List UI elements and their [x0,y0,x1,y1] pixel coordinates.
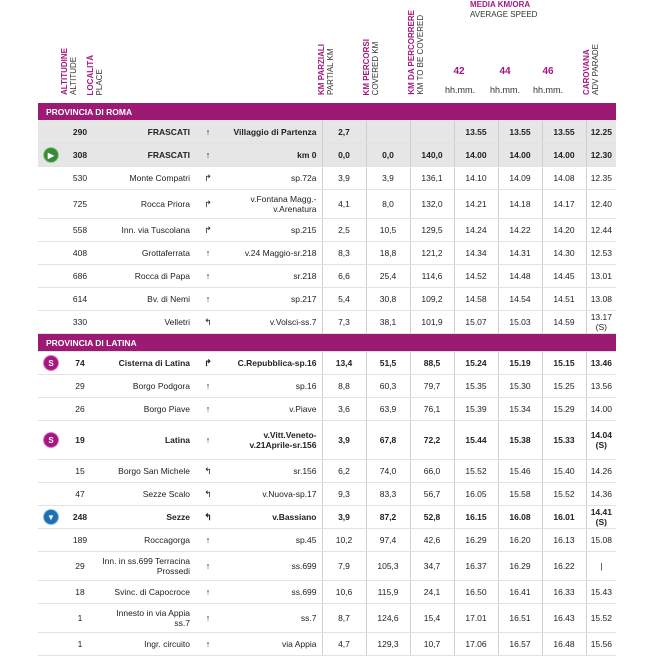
badge-cell [38,167,64,190]
badge-cell [38,375,64,398]
place-cell: Svinc. di Capocroce [96,581,196,604]
place-cell: Grottaferrata [96,242,196,265]
table-row [38,483,616,506]
place-cell: Inn. in ss.699 Terracina Prossedi [96,552,196,581]
adv-parade-cell: 14.36 [586,483,616,506]
time-42-cell: 14.34 [454,242,498,265]
km-to-cover-cell: 109,2 [410,288,454,311]
km-to-cover-cell: 66,0 [410,460,454,483]
direction-icon: ↱ [196,167,220,190]
time-44-cell: 16.08 [498,506,542,529]
partial-km-cell: 6,6 [322,265,366,288]
covered-km-cell: 74,0 [366,460,410,483]
covered-km-cell: 124,6 [366,604,410,633]
partial-km-cell: 8,7 [322,604,366,633]
partial-km-cell: 8,3 [322,242,366,265]
province-header-row [38,334,616,352]
time-42-cell: 14.24 [454,219,498,242]
place-cell: Rocca di Papa [96,265,196,288]
time-42-cell: 16.29 [454,529,498,552]
time-46-cell: 14.00 [542,144,586,167]
time-42-cell: 17.01 [454,604,498,633]
partial-km-cell: 2,7 [322,121,366,144]
altitude-cell: 308 [64,144,96,167]
table-row [38,144,616,167]
partial-km-cell: 7,9 [322,552,366,581]
place-cell: Innesto in via Appia ss.7 [96,604,196,633]
speed-46-label: 46 [542,66,554,77]
altitude-cell: 26 [64,398,96,421]
badge-cell [38,288,64,311]
direction-icon: ↱ [196,352,220,375]
km-to-cover-cell: 121,2 [410,242,454,265]
road-cell: via Appia [220,633,322,656]
time-46-cell: 15.15 [542,352,586,375]
partial-km-cell: 5,4 [322,288,366,311]
partial-km-cell: 3,9 [322,421,366,460]
adv-parade-cell: 13.17 (S) [586,311,616,334]
altitude-cell: 725 [64,190,96,219]
adv-parade-cell: 12.44 [586,219,616,242]
badge-cell [38,421,64,460]
altitude-cell: 189 [64,529,96,552]
time-44-cell: 16.51 [498,604,542,633]
covered-km-cell: 115,9 [366,581,410,604]
adv-parade-cell: 12.35 [586,167,616,190]
altitude-cell: 1 [64,633,96,656]
hhmm-label: hh.mm. [489,85,520,95]
place-cell: Borgo San Michele [96,460,196,483]
badge-cell [38,483,64,506]
adv-parade-cell: 13.01 [586,265,616,288]
direction-icon: ↑ [196,121,220,144]
direction-icon: ↑ [196,398,220,421]
partial-km-cell: 3,6 [322,398,366,421]
time-44-cell: 15.30 [498,375,542,398]
covered-km-cell: 10,5 [366,219,410,242]
time-44-cell: 16.29 [498,552,542,581]
km-to-cover-cell: 136,1 [410,167,454,190]
table-row [38,604,616,633]
time-42-cell: 16.50 [454,581,498,604]
table-row [38,288,616,311]
road-cell: v.Volsci-ss.7 [220,311,322,334]
road-cell: ss.699 [220,552,322,581]
average-speed-header: MEDIA KM/ORA AVERAGE SPEED [470,0,538,19]
road-cell: ss.7 [220,604,322,633]
badge-cell [38,311,64,334]
covered-km-cell: 63,9 [366,398,410,421]
km-to-cover-cell: 129,5 [410,219,454,242]
badge-cell [38,144,64,167]
covered-km-cell: 30,8 [366,288,410,311]
km-to-cover-cell: 15,4 [410,604,454,633]
table-row [38,121,616,144]
partial-km-header: KM PARZIALI PARTIAL KM [317,44,335,95]
adv-parade-cell: 14.26 [586,460,616,483]
time-46-cell: 14.30 [542,242,586,265]
speed-42-label: 42 [453,66,465,77]
time-42-cell: 14.21 [454,190,498,219]
table-row [38,190,616,219]
altitude-cell: 248 [64,506,96,529]
badge-cell [38,398,64,421]
table-row [38,311,616,334]
km-to-cover-cell: 10,7 [410,633,454,656]
altitude-cell: 19 [64,421,96,460]
badge-cell [38,529,64,552]
badge-cell [38,352,64,375]
time-42-cell: 15.07 [454,311,498,334]
time-42-cell: 16.05 [454,483,498,506]
partial-km-cell: 2,5 [322,219,366,242]
km-to-cover-cell: 140,0 [410,144,454,167]
time-42-cell: 16.15 [454,506,498,529]
time-46-cell: 16.13 [542,529,586,552]
road-cell: v.Nuova-sp.17 [220,483,322,506]
adv-parade-cell: 13.56 [586,375,616,398]
place-cell: Sezze [96,506,196,529]
km-to-cover-cell: 24,1 [410,581,454,604]
partial-km-cell: 7,3 [322,311,366,334]
badge-cell [38,506,64,529]
province-title: PROVINCIA DI ROMA [38,103,616,121]
partial-km-cell: 4,7 [322,633,366,656]
time-42-cell: 15.39 [454,398,498,421]
time-44-cell: 14.48 [498,265,542,288]
time-42-cell: 16.37 [454,552,498,581]
province-header-row [38,103,616,121]
altitude-cell: 18 [64,581,96,604]
place-cell: Rocca Priora [96,190,196,219]
altitude-cell: 47 [64,483,96,506]
covered-km-cell: 67,8 [366,421,410,460]
road-cell: km 0 [220,144,322,167]
time-44-cell: 13.55 [498,121,542,144]
time-46-cell: 14.45 [542,265,586,288]
km-to-cover-cell: 132,0 [410,190,454,219]
direction-icon: ↑ [196,144,220,167]
direction-icon: ↑ [196,581,220,604]
sprint-icon: S [43,432,59,448]
covered-km-cell: 3,9 [366,167,410,190]
place-cell: Borgo Podgora [96,375,196,398]
start-icon: ▶ [43,147,59,163]
direction-icon: ↑ [196,604,220,633]
covered-km-cell: 87,2 [366,506,410,529]
direction-icon: ↰ [196,506,220,529]
table-row [38,506,616,529]
direction-icon: ↰ [196,311,220,334]
table-row [38,398,616,421]
time-46-cell: 14.17 [542,190,586,219]
time-44-cell: 14.22 [498,219,542,242]
covered-km-cell: 18,8 [366,242,410,265]
time-42-cell: 14.52 [454,265,498,288]
altitude-cell: 558 [64,219,96,242]
covered-km-cell: 0,0 [366,144,410,167]
place-cell: Cisterna di Latina [96,352,196,375]
direction-icon: ↑ [196,288,220,311]
table-row [38,375,616,398]
road-cell: sr.218 [220,265,322,288]
time-42-cell: 15.44 [454,421,498,460]
time-46-cell: 15.52 [542,483,586,506]
time-46-cell: 14.20 [542,219,586,242]
time-46-cell: 14.59 [542,311,586,334]
adv-parade-cell: 14.00 [586,398,616,421]
direction-icon: ↑ [196,633,220,656]
adv-parade-cell: 12.25 [586,121,616,144]
direction-icon: ↑ [196,529,220,552]
altitude-cell: 15 [64,460,96,483]
adv-parade-cell: 15.52 [586,604,616,633]
badge-cell [38,190,64,219]
table-row [38,421,616,460]
time-46-cell: 15.40 [542,460,586,483]
time-46-cell: 13.55 [542,121,586,144]
direction-icon: ↑ [196,265,220,288]
km-to-cover-cell: 42,6 [410,529,454,552]
time-44-cell: 15.19 [498,352,542,375]
time-42-cell: 15.24 [454,352,498,375]
partial-km-cell: 6,2 [322,460,366,483]
badge-cell [38,604,64,633]
time-44-cell: 15.46 [498,460,542,483]
covered-km-header: KM PERCORSI COVERED KM [362,38,380,95]
road-cell: sr.156 [220,460,322,483]
km-to-cover-cell: 52,8 [410,506,454,529]
road-cell: v.Vitt.Veneto-v.21Aprile-sr.156 [220,421,322,460]
time-46-cell: 15.33 [542,421,586,460]
road-cell: C.Repubblica-sp.16 [220,352,322,375]
province-title: PROVINCIA DI LATINA [38,334,616,352]
road-cell: sp.215 [220,219,322,242]
table-row [38,552,616,581]
time-44-cell: 14.54 [498,288,542,311]
speed-44-label: 44 [499,66,511,77]
direction-icon: ↑ [196,242,220,265]
badge-cell [38,219,64,242]
place-cell: Ingr. circuito [96,633,196,656]
road-cell: ss.699 [220,581,322,604]
badge-cell [38,121,64,144]
road-cell: v.Piave [220,398,322,421]
adv-parade-cell: 15.08 [586,529,616,552]
badge-cell [38,242,64,265]
covered-km-cell: 83,3 [366,483,410,506]
time-46-cell: 14.51 [542,288,586,311]
covered-km-cell: 105,3 [366,552,410,581]
km-to-cover-cell: 56,7 [410,483,454,506]
covered-km-cell: 60,3 [366,375,410,398]
time-46-cell: 15.29 [542,398,586,421]
table-row [38,352,616,375]
route-table [38,103,616,656]
altitude-cell: 74 [64,352,96,375]
table-row [38,242,616,265]
time-44-cell: 14.18 [498,190,542,219]
place-cell: Roccagorga [96,529,196,552]
time-42-cell: 14.10 [454,167,498,190]
place-cell: Inn. via Tuscolana [96,219,196,242]
hhmm-label: hh.mm. [444,85,475,95]
place-cell: Latina [96,421,196,460]
place-cell: Sezze Scalo [96,483,196,506]
road-cell: v.24 Maggio-sr.218 [220,242,322,265]
direction-icon: ↑ [196,552,220,581]
hhmm-label: hh.mm. [532,85,563,95]
time-42-cell: 14.00 [454,144,498,167]
partial-km-cell: 10,2 [322,529,366,552]
time-46-cell: 16.33 [542,581,586,604]
table-row [38,460,616,483]
adv-parade-cell: 13.46 [586,352,616,375]
partial-km-cell: 9,3 [322,483,366,506]
time-44-cell: 14.00 [498,144,542,167]
table-row [38,633,616,656]
partial-km-cell: 0,0 [322,144,366,167]
road-cell: Villaggio di Partenza [220,121,322,144]
adv-parade-cell: 15.56 [586,633,616,656]
covered-km-cell [366,121,410,144]
covered-km-cell: 51,5 [366,352,410,375]
time-46-cell: 16.48 [542,633,586,656]
road-cell: sp.217 [220,288,322,311]
altitude-header: ALTITUDINE ALTITUDE [60,48,78,95]
adv-parade-cell: 12.53 [586,242,616,265]
altitude-cell: 29 [64,375,96,398]
time-46-cell: 16.43 [542,604,586,633]
partial-km-cell: 10,6 [322,581,366,604]
time-46-cell: 16.01 [542,506,586,529]
covered-km-cell: 97,4 [366,529,410,552]
badge-cell [38,265,64,288]
place-cell: Bv. di Nemi [96,288,196,311]
km-to-cover-cell: 72,2 [410,421,454,460]
table-row [38,265,616,288]
partial-km-cell: 3,9 [322,167,366,190]
time-44-cell: 14.09 [498,167,542,190]
road-cell: v.Fontana Magg.-v.Arenatura [220,190,322,219]
partial-km-cell: 3,9 [322,506,366,529]
km-to-cover-cell: 34,7 [410,552,454,581]
adv-parade-header: CAROVANA ADV PARADE [582,44,600,95]
time-46-cell: 15.25 [542,375,586,398]
place-cell: Monte Compatri [96,167,196,190]
covered-km-cell: 129,3 [366,633,410,656]
time-46-cell: 14.08 [542,167,586,190]
time-44-cell: 15.38 [498,421,542,460]
place-header: LOCALITÀ PLACE [86,54,104,95]
direction-icon: ↱ [196,190,220,219]
sprint-icon: S [43,355,59,371]
table-row [38,581,616,604]
gpm-icon: ▼ [43,509,59,525]
covered-km-cell: 38,1 [366,311,410,334]
direction-icon: ↰ [196,483,220,506]
badge-cell [38,581,64,604]
place-cell: Borgo Piave [96,398,196,421]
adv-parade-cell: 12.40 [586,190,616,219]
place-cell: Velletri [96,311,196,334]
partial-km-cell: 4,1 [322,190,366,219]
place-cell: FRASCATI [96,121,196,144]
time-42-cell: 15.35 [454,375,498,398]
time-44-cell: 16.20 [498,529,542,552]
table-row [38,167,616,190]
adv-parade-cell: 14.04 (S) [586,421,616,460]
table-row [38,219,616,242]
altitude-cell: 686 [64,265,96,288]
table-row [38,529,616,552]
altitude-cell: 408 [64,242,96,265]
direction-icon: ↑ [196,375,220,398]
adv-parade-cell: | [586,552,616,581]
covered-km-cell: 8,0 [366,190,410,219]
partial-km-cell: 13,4 [322,352,366,375]
altitude-cell: 530 [64,167,96,190]
road-cell: sp.16 [220,375,322,398]
time-42-cell: 17.06 [454,633,498,656]
adv-parade-cell: 13.08 [586,288,616,311]
partial-km-cell: 8,8 [322,375,366,398]
time-44-cell: 16.57 [498,633,542,656]
time-44-cell: 15.34 [498,398,542,421]
km-to-cover-cell: 76,1 [410,398,454,421]
time-44-cell: 15.03 [498,311,542,334]
road-cell: sp.72a [220,167,322,190]
place-cell: FRASCATI [96,144,196,167]
adv-parade-cell: 14.41 (S) [586,506,616,529]
badge-cell [38,633,64,656]
adv-parade-cell: 15.43 [586,581,616,604]
time-44-cell: 15.58 [498,483,542,506]
altitude-cell: 290 [64,121,96,144]
time-44-cell: 16.41 [498,581,542,604]
altitude-cell: 614 [64,288,96,311]
altitude-cell: 330 [64,311,96,334]
time-42-cell: 15.52 [454,460,498,483]
time-42-cell: 13.55 [454,121,498,144]
road-cell: v.Bassiano [220,506,322,529]
km-to-cover-cell: 101,9 [410,311,454,334]
km-to-cover-cell: 114,6 [410,265,454,288]
km-to-cover-header: KM DA PERCORRERE KM TO BE COVERED [407,10,425,95]
table-header [0,0,655,103]
km-to-cover-cell [410,121,454,144]
badge-cell [38,552,64,581]
direction-icon: ↑ [196,421,220,460]
covered-km-cell: 25,4 [366,265,410,288]
km-to-cover-cell: 88,5 [410,352,454,375]
road-cell: sp.45 [220,529,322,552]
adv-parade-cell: 12.30 [586,144,616,167]
time-42-cell: 14.58 [454,288,498,311]
direction-icon: ↰ [196,460,220,483]
direction-icon: ↱ [196,219,220,242]
badge-cell [38,460,64,483]
km-to-cover-cell: 79,7 [410,375,454,398]
altitude-cell: 29 [64,552,96,581]
altitude-cell: 1 [64,604,96,633]
time-44-cell: 14.31 [498,242,542,265]
time-46-cell: 16.22 [542,552,586,581]
